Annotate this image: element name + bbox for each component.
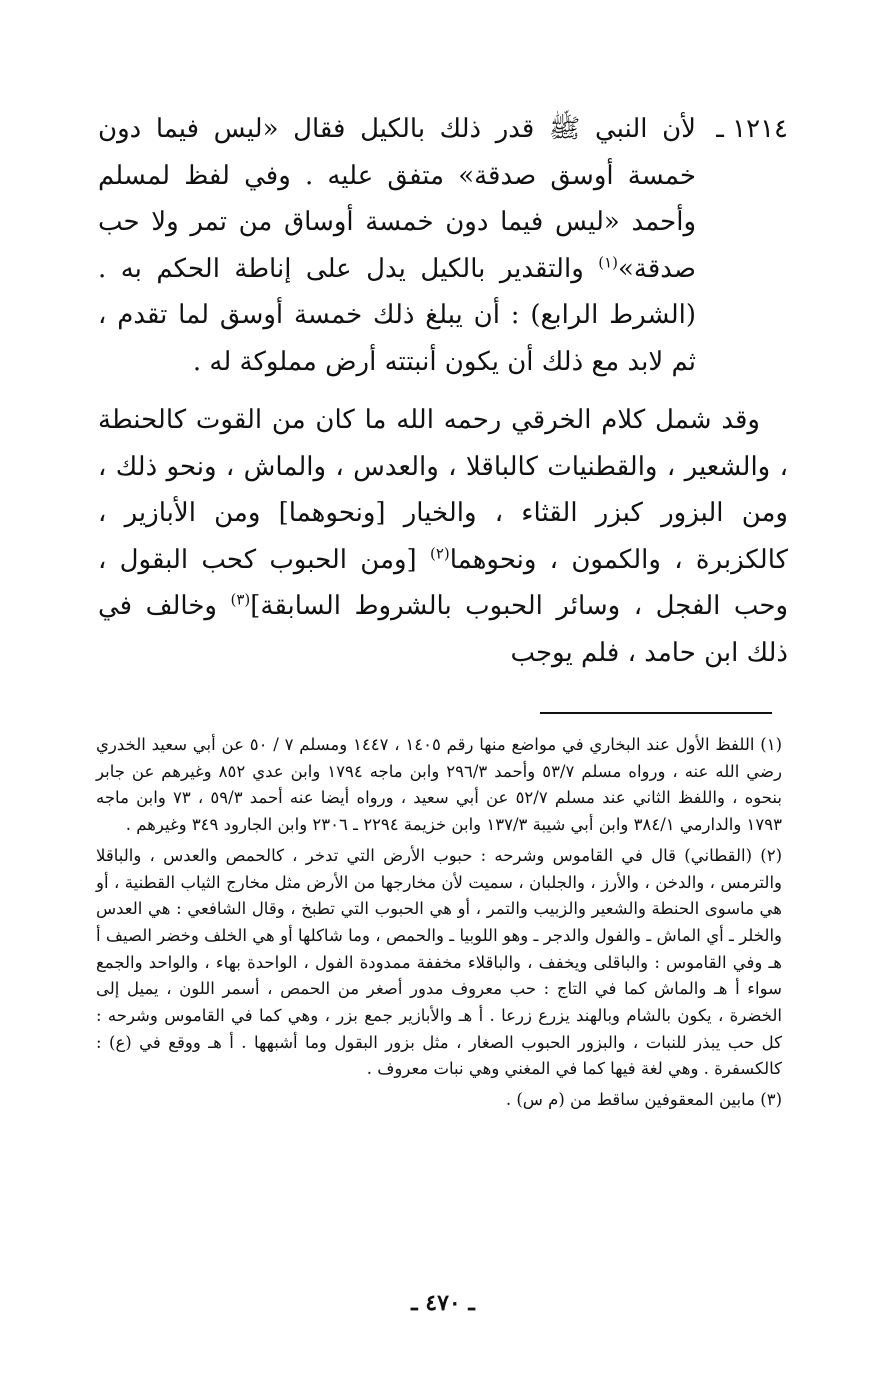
body-paragraph-text — [98, 397, 788, 676]
footnote-3: (٣) مابين المعقوفين ساقط من (م س) . — [505, 1090, 782, 1110]
hadith-text-block — [98, 106, 696, 385]
page-number: ـ ٤٧٠ ـ — [411, 1290, 475, 1316]
body-text-part-2: [ومن الحبوب كحب البقول ، وحب الفجل ، وسائر الحبوب بالشروط السابقة] — [98, 544, 788, 621]
footnote-1: (١) اللفظ الأول عند البخاري في مواضع منها رقم ١٤٠٥ ، ١٤٤٧ ومسلم ٧ / ٥٠ عن أبي سعيد الخدري رضي الله عنه ، ورواه مسلم ٥٣/٧ وأحمد ٢٩٦/٣ وابن ماجه ١٧٩٤ وابن عدي ٨٥٢ وغيرهم عن جابر بنحوه ، واللفظ الثاني عند مسلم ٥٢/٧ عن أبي سعيد ، ورواه أيضا عنه أحمد ٥٩/٣ ، ٧٣ وابن ماجه ١٧٩٣ والدارمي ٣٨٤/١ وابن أبي شيبة ١٣٧/٣ وابن خزيمة ٢٢٩٤ ـ ٢٣٠٦ وابن الجارود ٣٤٩ وغيرهم . — [96, 735, 783, 835]
body-paragraph — [98, 397, 788, 676]
footnote-ref-2[interactable]: (٢) — [429, 543, 450, 562]
body-text-part-1: وقد شمل كلام الخرقي رحمه الله ما كان من القوت كالحنطة ، والشعير ، والقطنيات كالباقلا ، والعدس ، والماش ، ونحو ذلك ، ومن البزور كبزر القثاء ، والخيار [ونحوهما] ومن الأبازير ، كالكزبرة ، والكمون ، ونحوهما — [98, 405, 788, 575]
hadith-text-continued: والتقدير بالكيل يدل على إناطة الحكم به . (الشرط الرابع) : أن يبلغ ذلك خمسة أوسق لما تقدم ، ثم لابد مع ذلك أن يكون أنبتته أرض مملوكة له . — [98, 253, 696, 377]
footnote-ref-1[interactable]: (١) — [598, 252, 618, 271]
footnote-ref-3[interactable]: (٣) — [230, 590, 251, 609]
hadith-paragraph — [98, 106, 788, 385]
hadith-number: ١٢١٤ ـ — [716, 114, 788, 144]
main-text — [98, 106, 788, 676]
footnotes — [96, 732, 782, 1114]
footnote-2: (٢) (القطاني) قال في القاموس وشرحه : حبوب الأرض التي تدخر ، كالحمص والعدس ، والباقلا والترمس ، والدخن ، والأرز ، والجلبان ، سميت لأن مخارجها من الأرض مثل مخارج الثياب القطنية ، أو هي ماسوى الحنطة والشعير والزبيب والتمر ، أو هي الحبوب التي تطبخ ، وقال الشافعي : هي العدس والخلر ـ أي الماش ـ والفول والدجر ـ وهو اللوبيا ـ والحمص ، وما شاكلها أو هي الخلف وخضر الصيف أ هـ وفي القاموس : والباقلى ويخفف ، والباقلاء مخففة ممدودة الفول ، الواحدة بهاء ، والواحد والجمع سواء أ هـ والماش كما في التاج : حب معروف مدور أصغر من الحمص ، أسمر اللون ، يميل إلى الخضرة ، يكون بالشام وبالهند يزرع زرعا . أ هـ والأبازير جمع بزر ، وهي كما في القاموس وشرحه : كل حب يبذر للنبات ، والبزور الحبوب الصغار ، مثل بزور البقول وما أشبهها . أ هـ ووقع في (ع) : كالكسفرة . وهي لغة فيها كما في المغني وهي نبات معروف . — [96, 845, 782, 1079]
body-text-part-3: وخالف في ذلك ابن حامد ، فلم يوجب — [98, 591, 788, 668]
hadith-text: لأن النبي ﷺ قدر ذلك بالكيل فقال «ليس فيما دون خمسة أوسق صدقة» متفق عليه . وفي لفظ لمسلم وأحمد «ليس فيما دون خمسة أوساق من تمر ولا حب صدقة» — [98, 114, 696, 284]
footnote-divider — [540, 712, 772, 714]
